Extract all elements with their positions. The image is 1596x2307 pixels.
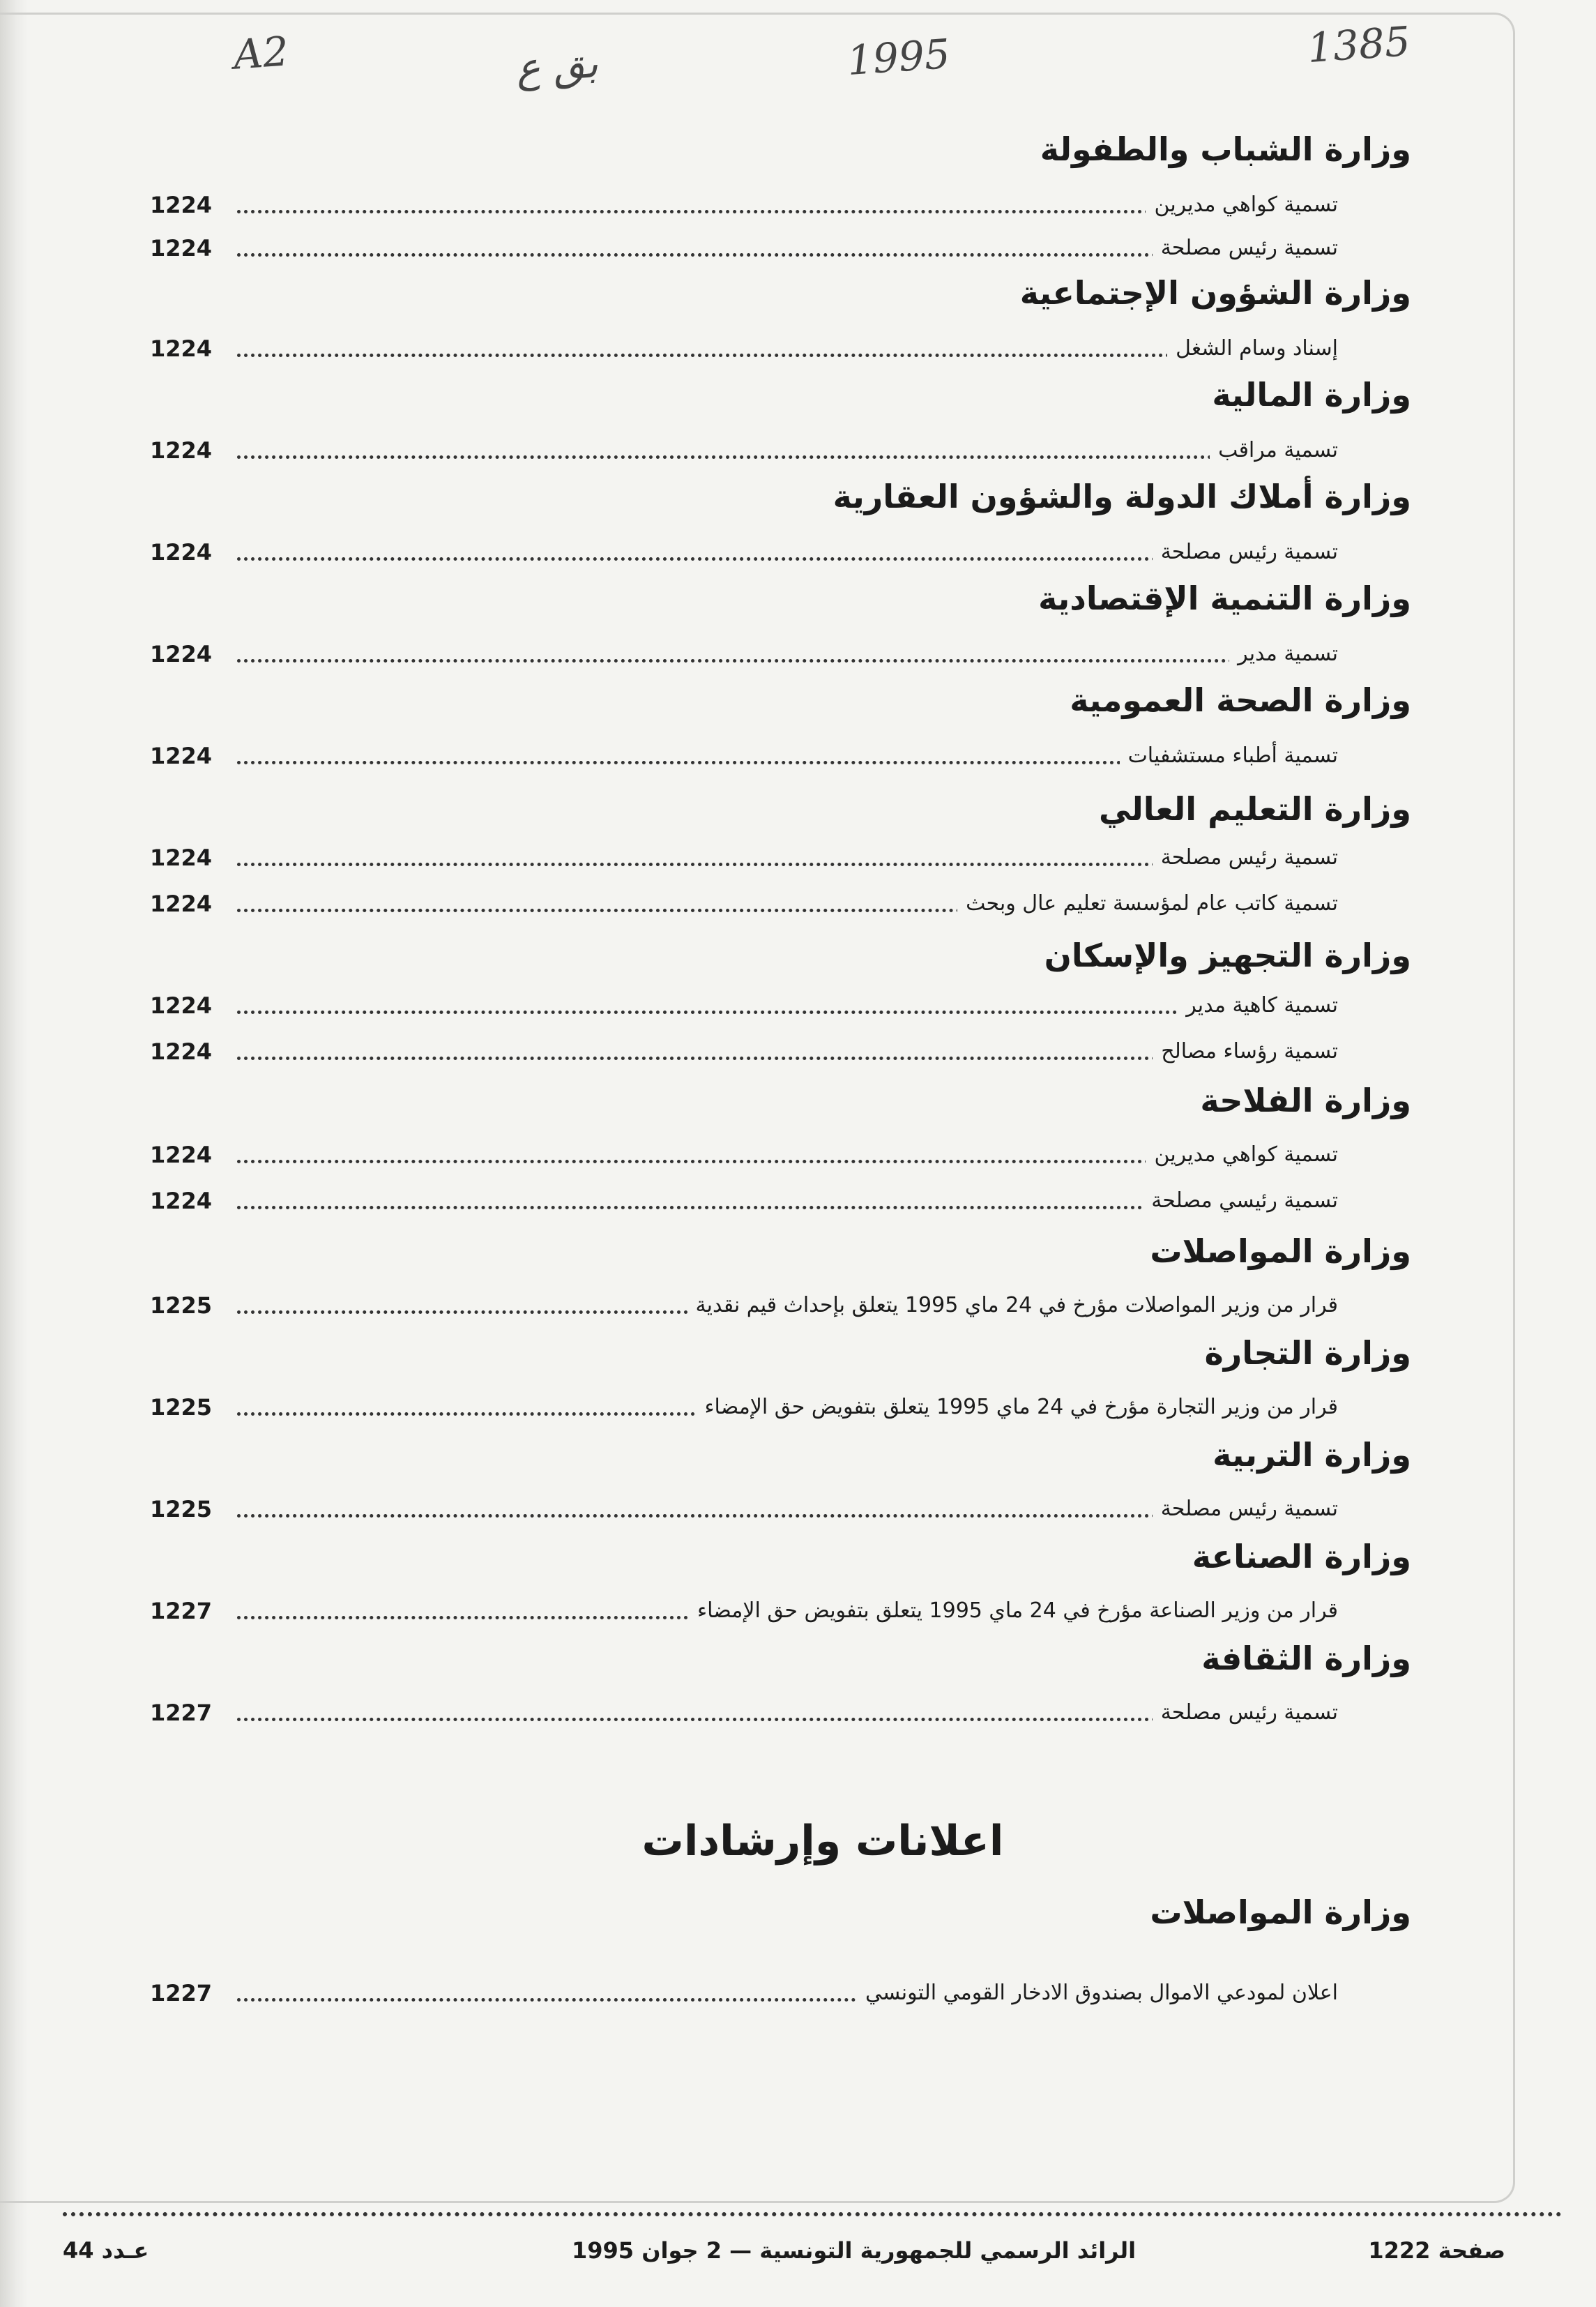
entry-label: تسمية رئيسي مصلحة	[1143, 1186, 1338, 1216]
dot-leader	[237, 1011, 1338, 1014]
toc-entry[interactable]	[150, 1596, 1338, 1626]
footer-divider	[63, 2212, 1562, 2216]
ministry-heading: وزارة الفلاحة	[1200, 1082, 1411, 1119]
toc-entry[interactable]	[150, 537, 1338, 568]
page-number: 1225	[150, 1394, 213, 1421]
footer-page-number: صفحة 1222	[1368, 2237, 1505, 2264]
page-number: 1224	[150, 1038, 213, 1065]
entry-label: تسمية رئيس مصلحة	[1153, 233, 1338, 264]
ministry-heading: وزارة الصحة العمومية	[1070, 681, 1411, 719]
entry-label: تسمية رؤساء مصالح	[1153, 1036, 1338, 1067]
ministry-heading: وزارة أملاك الدولة والشؤون العقارية	[833, 478, 1411, 515]
page-number: 1224	[150, 437, 213, 464]
handwritten-note-2: بق ع	[514, 38, 600, 93]
page-number: 1224	[150, 992, 213, 1019]
toc-entry[interactable]	[150, 1140, 1338, 1170]
toc-entry[interactable]	[150, 1036, 1338, 1067]
entry-label: اعلان لمودعي الاموال بصندوق الادخار القومي التونسي	[857, 1978, 1338, 2009]
ministry-heading: وزارة المواصلات	[1150, 1893, 1411, 1931]
ministry-heading: وزارة الشؤون الإجتماعية	[1019, 274, 1411, 312]
toc-entry[interactable]	[150, 842, 1338, 873]
toc-entry[interactable]	[150, 435, 1338, 466]
entry-label: قرار من وزير التجارة مؤرخ في 24 ماي 1995 يتعلق بتفويض حق الإمضاء	[696, 1392, 1338, 1423]
entry-label: تسمية مراقب	[1210, 435, 1338, 466]
handwritten-note-a2: A2	[231, 27, 291, 79]
footer-issue-number: عـدد 44	[63, 2237, 149, 2264]
toc-entry[interactable]	[150, 1290, 1338, 1321]
entry-label: تسمية كواهي مديرين	[1146, 1140, 1338, 1170]
toc-entry[interactable]	[150, 741, 1338, 771]
announcements-title: اعلانات وإرشادات	[641, 1817, 1004, 1866]
ministry-heading: وزارة التعليم العالي	[1098, 790, 1411, 828]
entry-label: تسمية رئيس مصلحة	[1153, 842, 1338, 873]
toc-entry[interactable]	[150, 1494, 1338, 1525]
toc-entry[interactable]	[150, 190, 1338, 220]
entry-label: إسناد وسام الشغل	[1167, 333, 1338, 364]
page-number: 1224	[150, 891, 213, 917]
toc-entry[interactable]	[150, 233, 1338, 264]
ministry-heading: وزارة المواصلات	[1150, 1232, 1411, 1270]
toc-entry[interactable]	[150, 888, 1338, 919]
handwritten-note-year: 1995	[845, 29, 952, 85]
entry-label: قرار من وزير الصناعة مؤرخ في 24 ماي 1995 يتعلق بتفويض حق الإمضاء	[689, 1596, 1338, 1626]
page-number: 1224	[150, 1142, 213, 1168]
page-number: 1224	[150, 539, 213, 566]
page-number: 1224	[150, 192, 213, 218]
page-number: 1224	[150, 743, 213, 769]
entry-label: تسمية رئيس مصلحة	[1153, 1697, 1338, 1728]
entry-label: قرار من وزير المواصلات مؤرخ في 24 ماي 1995 يتعلق بإحداث قيم نقدية	[687, 1290, 1338, 1321]
toc-entry[interactable]	[150, 1186, 1338, 1216]
handwritten-note-number: 1385	[1305, 17, 1412, 73]
page-number: 1227	[150, 1980, 213, 2006]
ministry-heading: وزارة المالية	[1212, 376, 1411, 414]
dot-leader	[237, 455, 1338, 459]
ministry-heading: وزارة التجارة	[1204, 1334, 1411, 1372]
toc-entry[interactable]	[150, 639, 1338, 670]
page-number: 1224	[150, 235, 213, 262]
page-number: 1227	[150, 1700, 213, 1726]
entry-label: تسمية أطباء مستشفيات	[1120, 741, 1338, 771]
ministry-heading: وزارة التنمية الإقتصادية	[1038, 580, 1411, 617]
ministry-heading: وزارة التربية	[1213, 1436, 1411, 1474]
page-number: 1227	[150, 1598, 213, 1624]
toc-entry[interactable]	[150, 1978, 1338, 2009]
entry-label: تسمية كاهية مدير	[1178, 990, 1338, 1021]
page-number: 1224	[150, 335, 213, 362]
entry-label: تسمية كاتب عام لمؤسسة تعليم عال وبحث	[957, 888, 1338, 919]
entry-label: تسمية مدير	[1229, 639, 1338, 670]
entry-label: تسمية رئيس مصلحة	[1153, 537, 1338, 568]
ministry-heading: وزارة التجهيز والإسكان	[1044, 937, 1411, 974]
entry-label: تسمية كواهي مديرين	[1146, 190, 1338, 220]
toc-entry[interactable]	[150, 1392, 1338, 1423]
toc-entry[interactable]	[150, 1697, 1338, 1728]
toc-entry[interactable]	[150, 333, 1338, 364]
page-number: 1225	[150, 1496, 213, 1522]
page-number: 1224	[150, 1188, 213, 1214]
dot-leader	[237, 659, 1338, 663]
ministry-heading: وزارة الشباب والطفولة	[1040, 130, 1411, 168]
ministry-heading: وزارة الصناعة	[1192, 1538, 1411, 1575]
footer-publication: الرائد الرسمي للجمهورية التونسية — 2 جوان 1995	[572, 2237, 1137, 2264]
page-number: 1225	[150, 1292, 213, 1319]
ministry-heading: وزارة الثقافة	[1201, 1640, 1411, 1677]
entry-label: تسمية رئيس مصلحة	[1153, 1494, 1338, 1525]
page-number: 1224	[150, 641, 213, 667]
page-number: 1224	[150, 845, 213, 871]
toc-entry[interactable]	[150, 990, 1338, 1021]
